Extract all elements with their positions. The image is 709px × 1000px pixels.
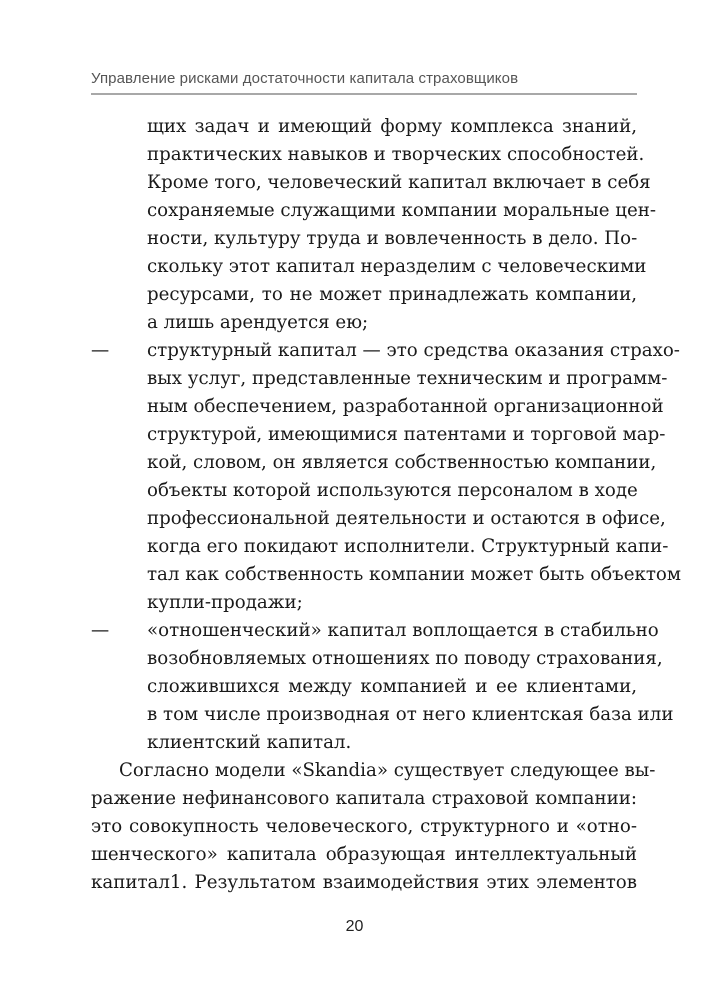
page-number: 20	[345, 918, 364, 935]
text-line: шенческого» капитала образующая интеллектуальный	[91, 844, 637, 865]
list-dash: —	[91, 340, 110, 361]
text-line: кой, словом, он является собственностью компании,	[147, 452, 657, 473]
text-line: возобновляемых отношениях по поводу страхования,	[147, 648, 663, 669]
text-line: купли-продажи;	[147, 592, 303, 613]
text-line: клиентский капитал.	[147, 732, 352, 753]
text-line: ным обеспечением, разработанной организационной	[147, 396, 664, 417]
running-header: Управление рисками достаточности капитала страховщиков	[91, 70, 519, 87]
text-line: вых услуг, представленные техническим и программ-	[147, 368, 668, 389]
text-line: ности, культуру труда и вовлеченность в дело. По-	[147, 228, 638, 249]
text-line: Кроме того, человеческий капитал включает в себя	[147, 172, 651, 193]
text-line: «отношенческий» капитал воплощается в стабильно	[147, 620, 659, 641]
text-line: сложившихся между компанией и ее клиентами,	[147, 676, 637, 697]
text-line: объекты которой используются персоналом в ходе	[147, 480, 638, 501]
text-line: структурой, имеющимися патентами и торговой мар-	[147, 424, 666, 445]
text-line: сохраняемые служащими компании моральные цен-	[147, 200, 656, 221]
text-line: в том числе производная от него клиентская база или	[147, 704, 674, 725]
text-line: Согласно модели «Skandia» существует следующее вы-	[119, 760, 656, 781]
text-line: щих задач и имеющий форму комплекса знаний,	[147, 116, 637, 137]
text-line: структурный капитал — это средства оказания страхо-	[147, 340, 680, 361]
text-line: практических навыков и творческих способностей.	[147, 144, 645, 165]
text-line: капитал1. Результатом взаимодействия этих элементов	[91, 872, 637, 893]
list-dash: —	[91, 620, 110, 641]
text-line: а лишь арендуется ею;	[147, 312, 369, 333]
text-line: когда его покидают исполнители. Структурный капи-	[147, 536, 669, 557]
text-line: скольку этот капитал неразделим с человеческими	[147, 256, 647, 277]
text-line: это совокупность человеческого, структурного и «отно-	[91, 816, 637, 837]
header-rule	[91, 93, 637, 95]
text-line: ражение нефинансового капитала страховой компании:	[91, 788, 637, 809]
text-line: тал как собственность компании может быть объектом	[147, 564, 682, 585]
text-line: ресурсами, то не может принадлежать компании,	[147, 284, 637, 305]
text-line: профессиональной деятельности и остаются в офисе,	[147, 508, 666, 529]
